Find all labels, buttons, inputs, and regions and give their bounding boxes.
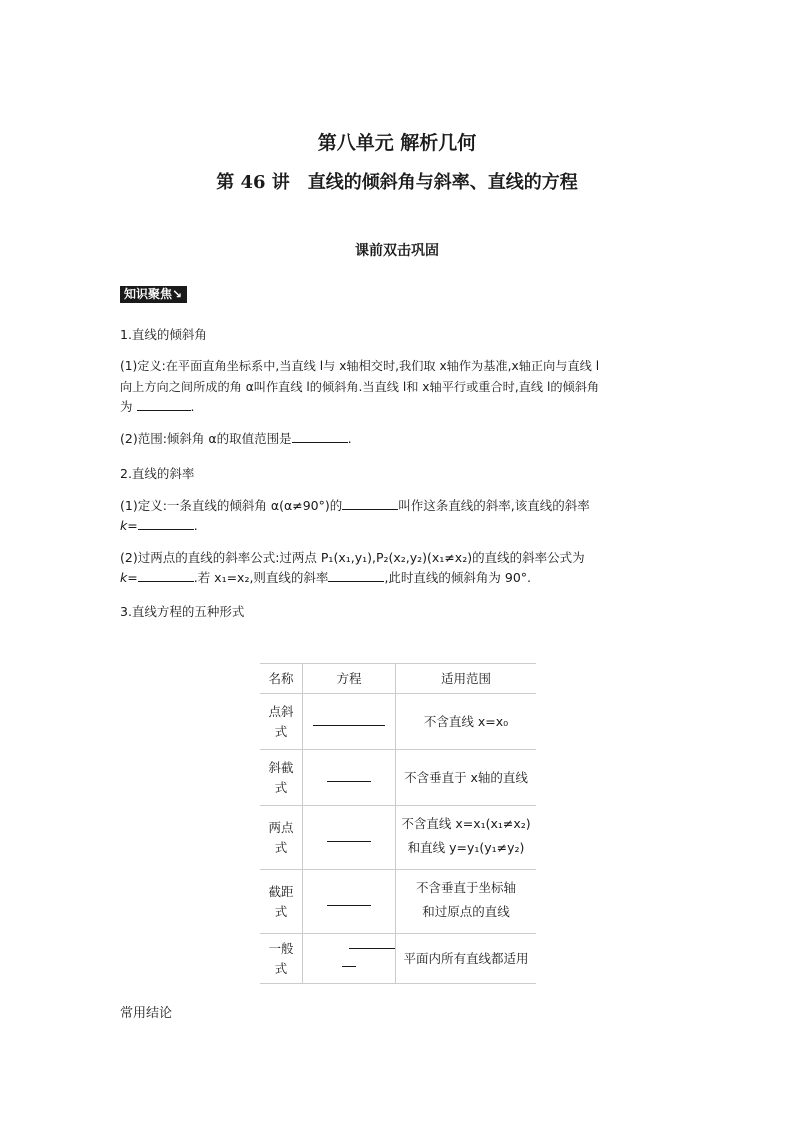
row-range	[396, 870, 537, 934]
name-line1: 斜截	[268, 759, 294, 775]
blank	[342, 496, 398, 510]
header-range: 适用范围	[396, 664, 537, 694]
name-line1: 截距	[268, 883, 294, 899]
section-title: 课前双击巩固	[355, 243, 439, 259]
s2-heading: 2.直线的斜率	[120, 466, 195, 481]
s2-def	[120, 496, 680, 516]
line-equation-forms-table	[260, 663, 536, 984]
common-conclusion-heading: 常用结论	[120, 1006, 173, 1021]
name-line1: 两点	[268, 819, 294, 835]
range-line1: 平面内所有直线都适用	[403, 950, 529, 966]
name-line2: 式	[274, 960, 288, 976]
range-line1: 不含垂直于 x轴的直线	[404, 769, 528, 785]
s1-def-line1: (1)定义:在平面直角坐标系中,当直线 l与 x轴相交时,我们取 x轴作为基准,x轴正向与直线 l	[120, 359, 600, 373]
s1-range-b: .	[347, 431, 352, 446]
s2-def-b: 叫作这条直线的斜率,该直线的斜率	[398, 498, 590, 513]
row-equation	[303, 934, 396, 984]
equation-blank-wrap	[304, 939, 395, 979]
s1-heading: 1.直线的倾斜角	[120, 327, 207, 342]
blank	[137, 397, 191, 411]
header-equation: 方程	[303, 664, 396, 694]
s2-def-k	[120, 516, 680, 536]
row-name	[260, 934, 303, 984]
range-line2: 和直线 y=y₁(y₁≠y₂)	[407, 839, 525, 855]
row-name	[260, 806, 303, 870]
blank	[138, 568, 194, 582]
blank	[328, 568, 384, 582]
range-line2: 和过原点的直线	[422, 903, 510, 919]
s1-range	[120, 429, 680, 449]
lesson-title: 第 46 讲 直线的倾斜角与斜率、直线的方程	[216, 172, 578, 193]
s2-formula-end: ,此时直线的倾斜角为 90°.	[384, 570, 532, 585]
row-range	[396, 806, 537, 870]
knowledge-focus-badge: 知识聚焦↘	[120, 286, 187, 303]
equation-blank	[327, 841, 371, 842]
equation-blank	[327, 781, 371, 782]
equation-blank	[313, 725, 385, 726]
row-equation	[303, 694, 396, 750]
s1-def-line3a: 为	[120, 399, 133, 414]
s2-def-end: .	[193, 518, 198, 533]
header-name: 名称	[260, 664, 303, 694]
table-row	[260, 934, 536, 984]
s1-def-line2: 向上方向之间所成的角 α叫作直线 l的倾斜角.当直线 l和 x轴平行或重合时,直线 l的倾斜角	[120, 380, 600, 394]
row-range	[396, 934, 537, 984]
table-row	[260, 870, 536, 934]
name-line1: 一般	[268, 940, 294, 956]
equation-blank	[349, 948, 395, 949]
s2-def-k-label: k=	[120, 518, 138, 533]
s2-formula-line1: (2)过两点的直线的斜率公式:过两点 P₁(x₁,y₁),P₂(x₂,y₂)(x₁≠x₂)的直线的斜率公式为	[120, 550, 585, 565]
name-line1: 点斜	[268, 703, 294, 719]
s2-formula-k: k=	[120, 570, 138, 585]
range-line1: 不含垂直于坐标轴	[415, 879, 516, 895]
row-name	[260, 870, 303, 934]
s2-def-a: (1)定义:一条直线的倾斜角 α(α≠90°)的	[120, 498, 343, 513]
s1-def-line3	[120, 397, 680, 417]
range-line1: 不含直线 x=x₀	[423, 713, 509, 729]
blank	[138, 516, 194, 530]
equation-blank	[327, 905, 371, 906]
s2-formula-mid: .若 x₁=x₂,则直线的斜率	[193, 570, 329, 585]
blank	[292, 429, 348, 443]
name-line2: 式	[274, 723, 288, 739]
name-line2: 式	[274, 903, 288, 919]
unit-title: 第八单元 解析几何	[317, 132, 477, 154]
row-equation	[303, 870, 396, 934]
table-row	[260, 694, 536, 750]
row-range	[396, 694, 537, 750]
equation-blank-tail	[342, 966, 356, 967]
table-header-row	[260, 664, 536, 694]
s1-range-a: (2)范围:倾斜角 α的取值范围是	[120, 431, 292, 446]
row-name	[260, 750, 303, 806]
row-name	[260, 694, 303, 750]
row-range	[396, 750, 537, 806]
table-row	[260, 806, 536, 870]
s1-def-line3b: .	[190, 399, 195, 414]
name-line2: 式	[274, 839, 288, 855]
s2-formula-line2	[120, 568, 680, 588]
table-row	[260, 750, 536, 806]
s3-heading: 3.直线方程的五种形式	[120, 604, 245, 619]
row-equation	[303, 806, 396, 870]
name-line2: 式	[274, 779, 288, 795]
range-line1: 不含直线 x=x₁(x₁≠x₂)	[401, 815, 531, 831]
row-equation	[303, 750, 396, 806]
